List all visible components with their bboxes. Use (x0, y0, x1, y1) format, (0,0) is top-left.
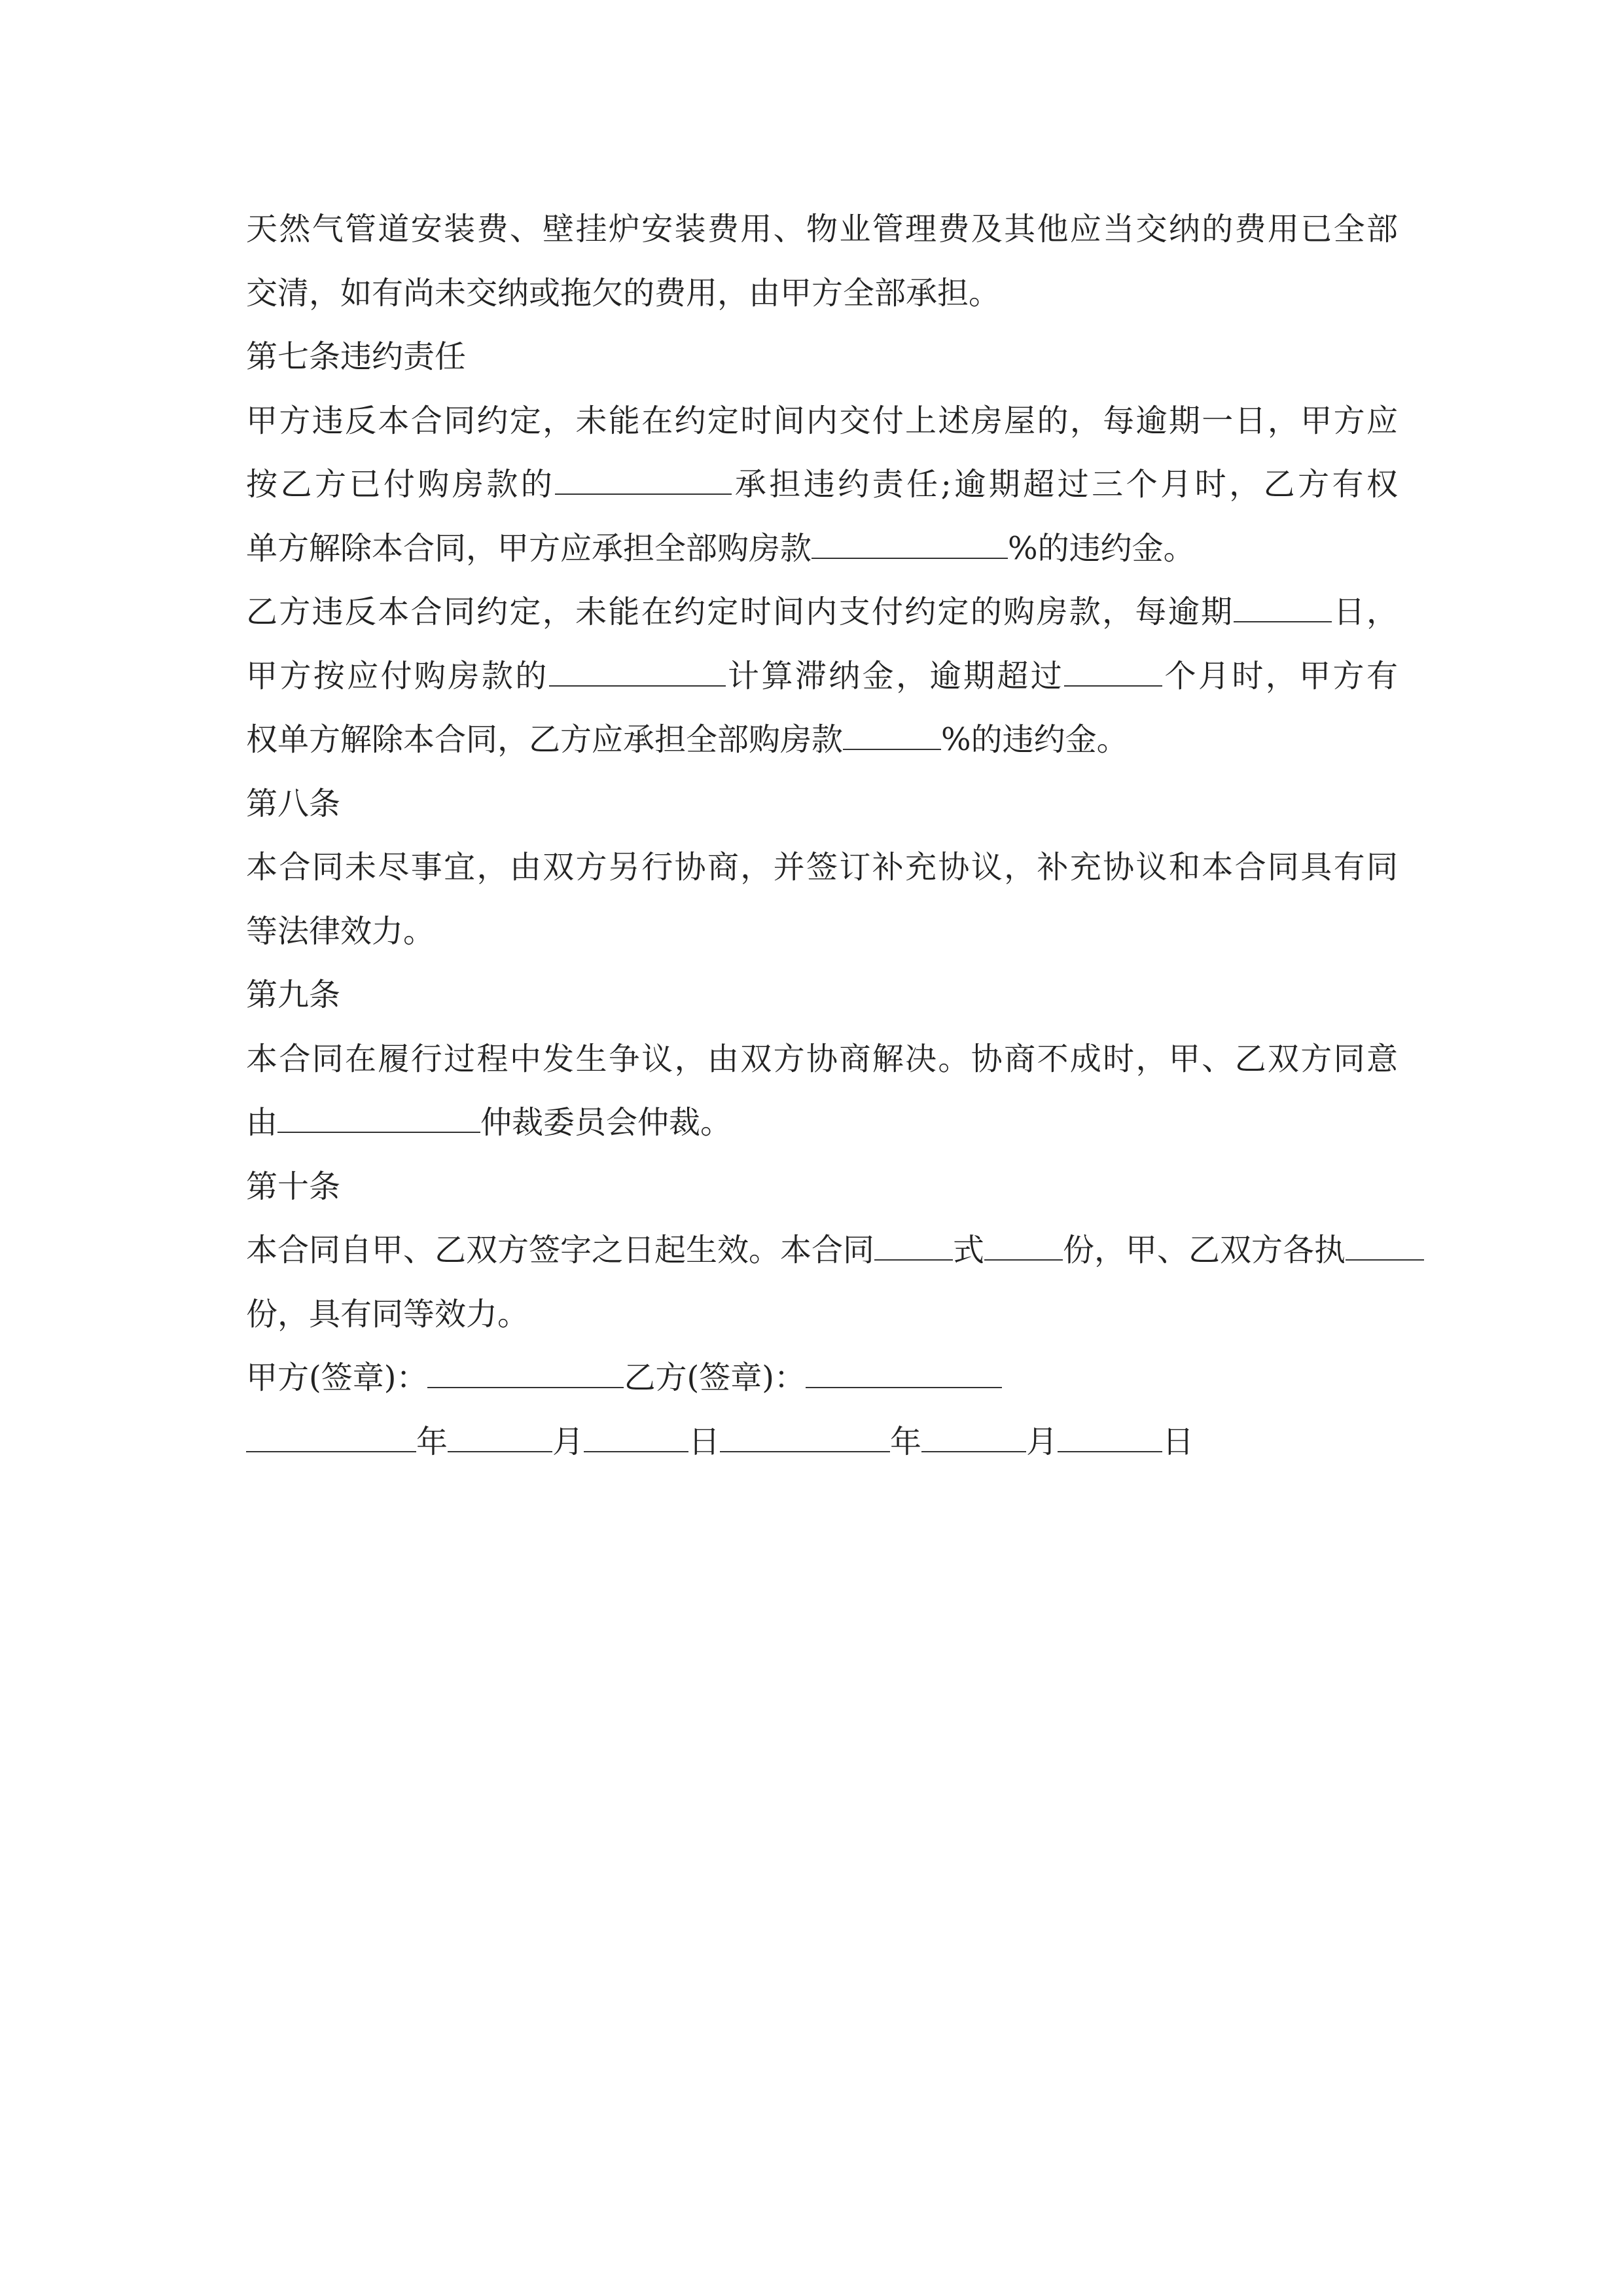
party-b-signature-label: 乙方(签章)： (624, 1359, 806, 1396)
text-segment: 权单方解除本合同，乙方应承担全部购房款 (246, 721, 844, 758)
paragraph-line (246, 453, 1398, 517)
party-a-signature-blank (427, 1353, 624, 1388)
contract-text (246, 198, 1398, 1474)
paragraph-line: 交清，如有尚未交纳或拖欠的费用，由甲方全部承担。 (246, 274, 1001, 312)
day-label: 日 (1162, 1423, 1194, 1460)
text-segment: 个月时，甲方有 (1162, 657, 1398, 694)
text-segment: 计算滞纳金，逾期超过 (725, 657, 1065, 694)
year-blank (246, 1417, 416, 1452)
text-segment: 式 (953, 1232, 985, 1268)
year-blank (720, 1417, 890, 1452)
text-segment: 份，甲、乙双方各执 (1063, 1232, 1346, 1268)
day-blank (1058, 1417, 1162, 1452)
month-blank (448, 1417, 552, 1452)
fill-blank (1064, 651, 1162, 687)
text-segment: %的违约金。 (1008, 529, 1195, 567)
article-10-title: 第十条 (246, 1168, 341, 1205)
month-blank (921, 1417, 1026, 1452)
paragraph-line (246, 1091, 1398, 1155)
text-segment: 日， (1332, 594, 1398, 630)
text-segment: 按乙方已付购房款的 (246, 466, 556, 503)
fill-blank (1234, 587, 1332, 622)
text-segment: 本合同自甲、乙双方签字之日起生效。本合同 (246, 1232, 875, 1268)
paragraph-line (246, 645, 1398, 709)
paragraph-line (246, 517, 1398, 581)
article-7-title: 第七条违约责任 (246, 338, 467, 375)
paragraph-line (246, 581, 1398, 645)
text-segment: 甲方按应付购房款的 (246, 657, 549, 694)
fill-blank (812, 524, 1008, 559)
paragraph-line: 天然气管道安装费、壁挂炉安装费用、物业管理费及其他应当交纳的费用已全部 (246, 211, 1398, 247)
text-segment: 由 (246, 1104, 278, 1141)
month-label: 月 (552, 1423, 584, 1460)
paragraph-line (246, 708, 1398, 772)
paragraph-line: 本合同未尽事宜，由双方另行协商，并签订补充协议，补充协议和本合同具有同 (246, 849, 1398, 886)
day-label: 日 (688, 1423, 721, 1460)
text-segment: %的违约金。 (941, 721, 1128, 758)
fill-blank (874, 1225, 953, 1261)
fill-blank (277, 1098, 480, 1133)
day-blank (584, 1417, 688, 1452)
text-segment: 单方解除本合同，甲方应承担全部购房款 (246, 529, 812, 567)
paragraph-line (246, 1219, 1398, 1283)
date-line (246, 1410, 1398, 1475)
month-label: 月 (1026, 1423, 1058, 1460)
article-9-title: 第九条 (246, 977, 341, 1013)
fill-blank (555, 459, 732, 495)
year-label: 年 (890, 1423, 922, 1460)
text-segment: 乙方违反本合同约定，未能在约定时间内支付约定的购房款，每逾期 (246, 594, 1234, 630)
year-label: 年 (416, 1423, 448, 1460)
paragraph-line: 本合同在履行过程中发生争议，由双方协商解决。协商不成时，甲、乙双方同意 (246, 1040, 1398, 1077)
party-b-signature-blank (806, 1353, 1002, 1388)
fill-blank (549, 651, 726, 687)
text-segment: 承担违约责任;逾期超过三个月时，乙方有权 (732, 466, 1398, 503)
fill-blank (843, 715, 941, 750)
text-segment: 仲裁委员会仲裁。 (480, 1104, 732, 1141)
paragraph-line: 甲方违反本合同约定，未能在约定时间内交付上述房屋的，每逾期一日，甲方应 (246, 402, 1398, 439)
fill-blank (984, 1225, 1063, 1261)
article-8-title: 第八条 (246, 785, 341, 822)
signature-line (246, 1346, 1398, 1410)
paragraph-line: 份，具有同等效力。 (246, 1295, 529, 1333)
paragraph-line: 等法律效力。 (246, 912, 435, 950)
party-a-signature-label: 甲方(签章)： (246, 1359, 428, 1396)
fill-blank (1346, 1225, 1424, 1261)
